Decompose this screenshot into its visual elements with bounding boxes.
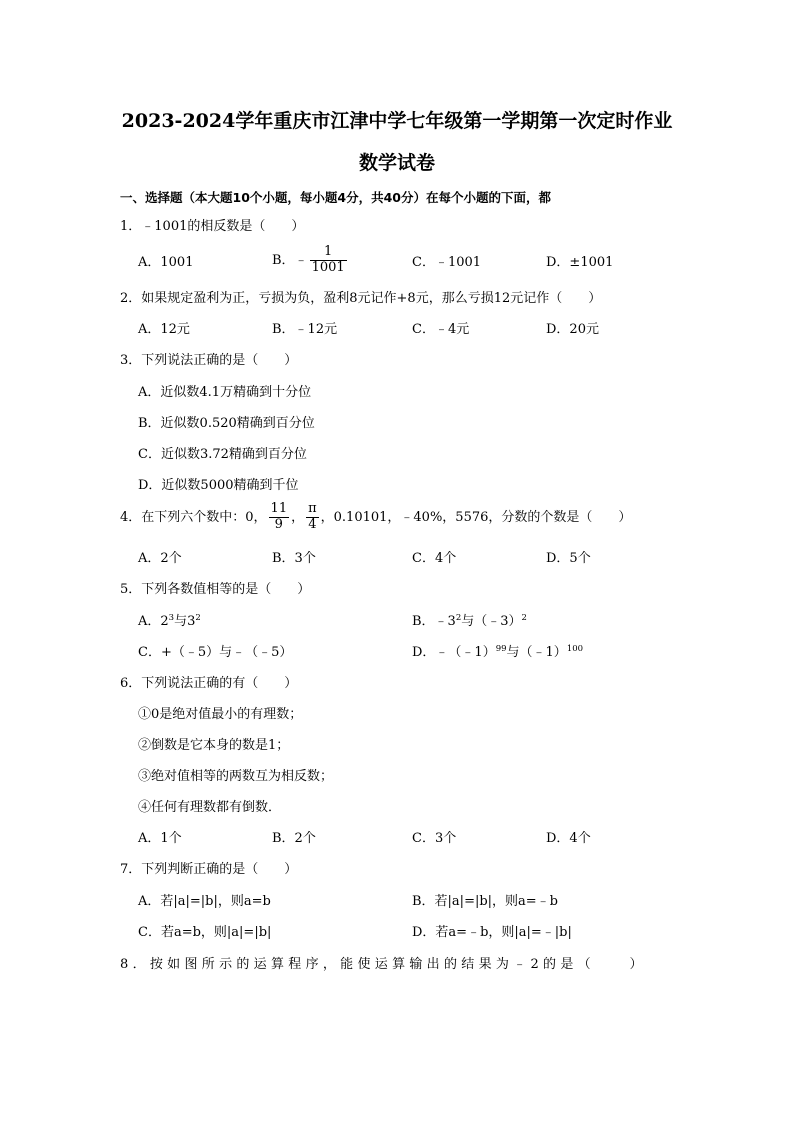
- option-b-label: B．: [272, 252, 295, 268]
- question-7-option-a: A．若|a|=|b|，则a=b: [138, 894, 271, 909]
- exponent: 99: [495, 644, 507, 654]
- question-5-option-c: C．+（﹣5）与﹣（﹣5）: [138, 645, 293, 660]
- option-text: D．﹣（﹣1）: [412, 645, 496, 660]
- question-5-option-b: [412, 613, 527, 631]
- comma-separator: ，: [291, 509, 305, 525]
- question-5-stem: 5．下列各数值相等的是（ ）: [120, 582, 311, 597]
- question-4-option-a: A．2个: [138, 551, 182, 566]
- question-3-option-c: C．近似数3.72精确到百分位: [138, 447, 307, 462]
- question-8-stem: 8．按如图所示的运算程序，能使运算输出的结果为﹣2的是（ ）: [120, 957, 647, 972]
- option-text: 与3: [174, 614, 196, 629]
- question-1-option-c: C．﹣1001: [412, 255, 482, 270]
- question-6-option-d: D．4个: [546, 831, 591, 846]
- question-3-option-d: D．近似数5000精确到千位: [138, 478, 299, 493]
- fraction-denominator: 9: [274, 516, 283, 532]
- question-6-statement-1: ①0是绝对值最小的有理数；: [138, 707, 303, 722]
- option-text: 与（﹣1）: [506, 645, 567, 660]
- section-heading: 一、选择题（本大题10个小题，每小题4分，共40分）在每个小题的下面，都: [120, 190, 551, 205]
- fraction-numerator: 1: [310, 245, 347, 261]
- fraction-numerator: 11: [270, 501, 288, 516]
- exponent: 100: [566, 644, 584, 654]
- question-5-option-d: [412, 644, 583, 662]
- question-5-option-a: [138, 613, 201, 631]
- question-7-stem: 7．下列判断正确的是（ ）: [120, 862, 298, 877]
- question-6-statement-4: ④任何有理数都有倒数．: [138, 800, 282, 815]
- fraction-pi-over-4: [306, 502, 319, 533]
- question-2-option-d: D．20元: [546, 322, 599, 337]
- question-7-option-d: D．若a=﹣b，则|a|=﹣|b|: [412, 925, 572, 940]
- fraction-numerator: π: [308, 501, 317, 516]
- question-2-option-b: B．﹣12元: [272, 322, 338, 337]
- option-text: A．2: [138, 614, 169, 629]
- question-1-stem: 1．﹣1001的相反数是（ ）: [120, 219, 305, 234]
- question-4-stem-end: ，0.10101，﹣40%，5576，分数的个数是（ ）: [320, 509, 632, 525]
- exponent: 3: [168, 613, 175, 623]
- question-3-option-a: A．近似数4.1万精确到十分位: [138, 385, 312, 400]
- option-text: 与（﹣3）: [461, 614, 522, 629]
- exam-subtitle: 数学试卷: [358, 152, 435, 174]
- question-6-option-b: B．2个: [272, 831, 316, 846]
- minus-sign: ﹣: [294, 252, 308, 268]
- exponent: 2: [195, 613, 201, 623]
- fraction-11-over-9: [269, 502, 290, 533]
- question-3-stem: 3．下列说法正确的是（ ）: [120, 353, 298, 368]
- question-6-statement-3: ③绝对值相等的两数互为相反数；: [138, 769, 334, 784]
- question-2-stem: 2．如果规定盈利为正，亏损为负，盈利8元记作+8元，那么亏损12元记作（ ）: [120, 291, 602, 306]
- question-4-stem: [120, 502, 631, 533]
- question-4-option-b: B．3个: [272, 551, 316, 566]
- option-text: B．﹣3: [412, 614, 456, 629]
- question-6-statement-2: ②倒数是它本身的数是1；: [138, 738, 290, 753]
- question-6-option-a: A．1个: [138, 831, 182, 846]
- question-6-option-c: C．3个: [412, 831, 457, 846]
- question-2-option-a: A．12元: [138, 322, 190, 337]
- fraction-1-over-1001: [310, 245, 347, 276]
- exam-title: 2023-2024学年重庆市江津中学七年级第一学期第一次定时作业: [121, 110, 673, 132]
- question-1-option-a: A．1001: [138, 255, 194, 270]
- question-1-option-d: D．±1001: [546, 255, 614, 270]
- question-2-option-c: C．﹣4元: [412, 322, 470, 337]
- question-1-option-b: [272, 245, 349, 276]
- fraction-denominator: 4: [308, 516, 317, 532]
- question-6-stem: 6．下列说法正确的有（ ）: [120, 676, 298, 691]
- question-4-stem-start: 4．在下列六个数中：0，: [120, 509, 267, 525]
- question-3-option-b: B．近似数0.520精确到百分位: [138, 416, 315, 431]
- question-4-option-d: D．5个: [546, 551, 591, 566]
- question-7-option-b: B．若|a|=|b|，则a=﹣b: [412, 894, 559, 909]
- exponent: 2: [521, 613, 527, 623]
- fraction-denominator: 1001: [311, 259, 345, 275]
- question-7-option-c: C．若a=b，则|a|=|b|: [138, 925, 272, 940]
- exponent: 2: [455, 613, 462, 623]
- question-4-option-c: C．4个: [412, 551, 457, 566]
